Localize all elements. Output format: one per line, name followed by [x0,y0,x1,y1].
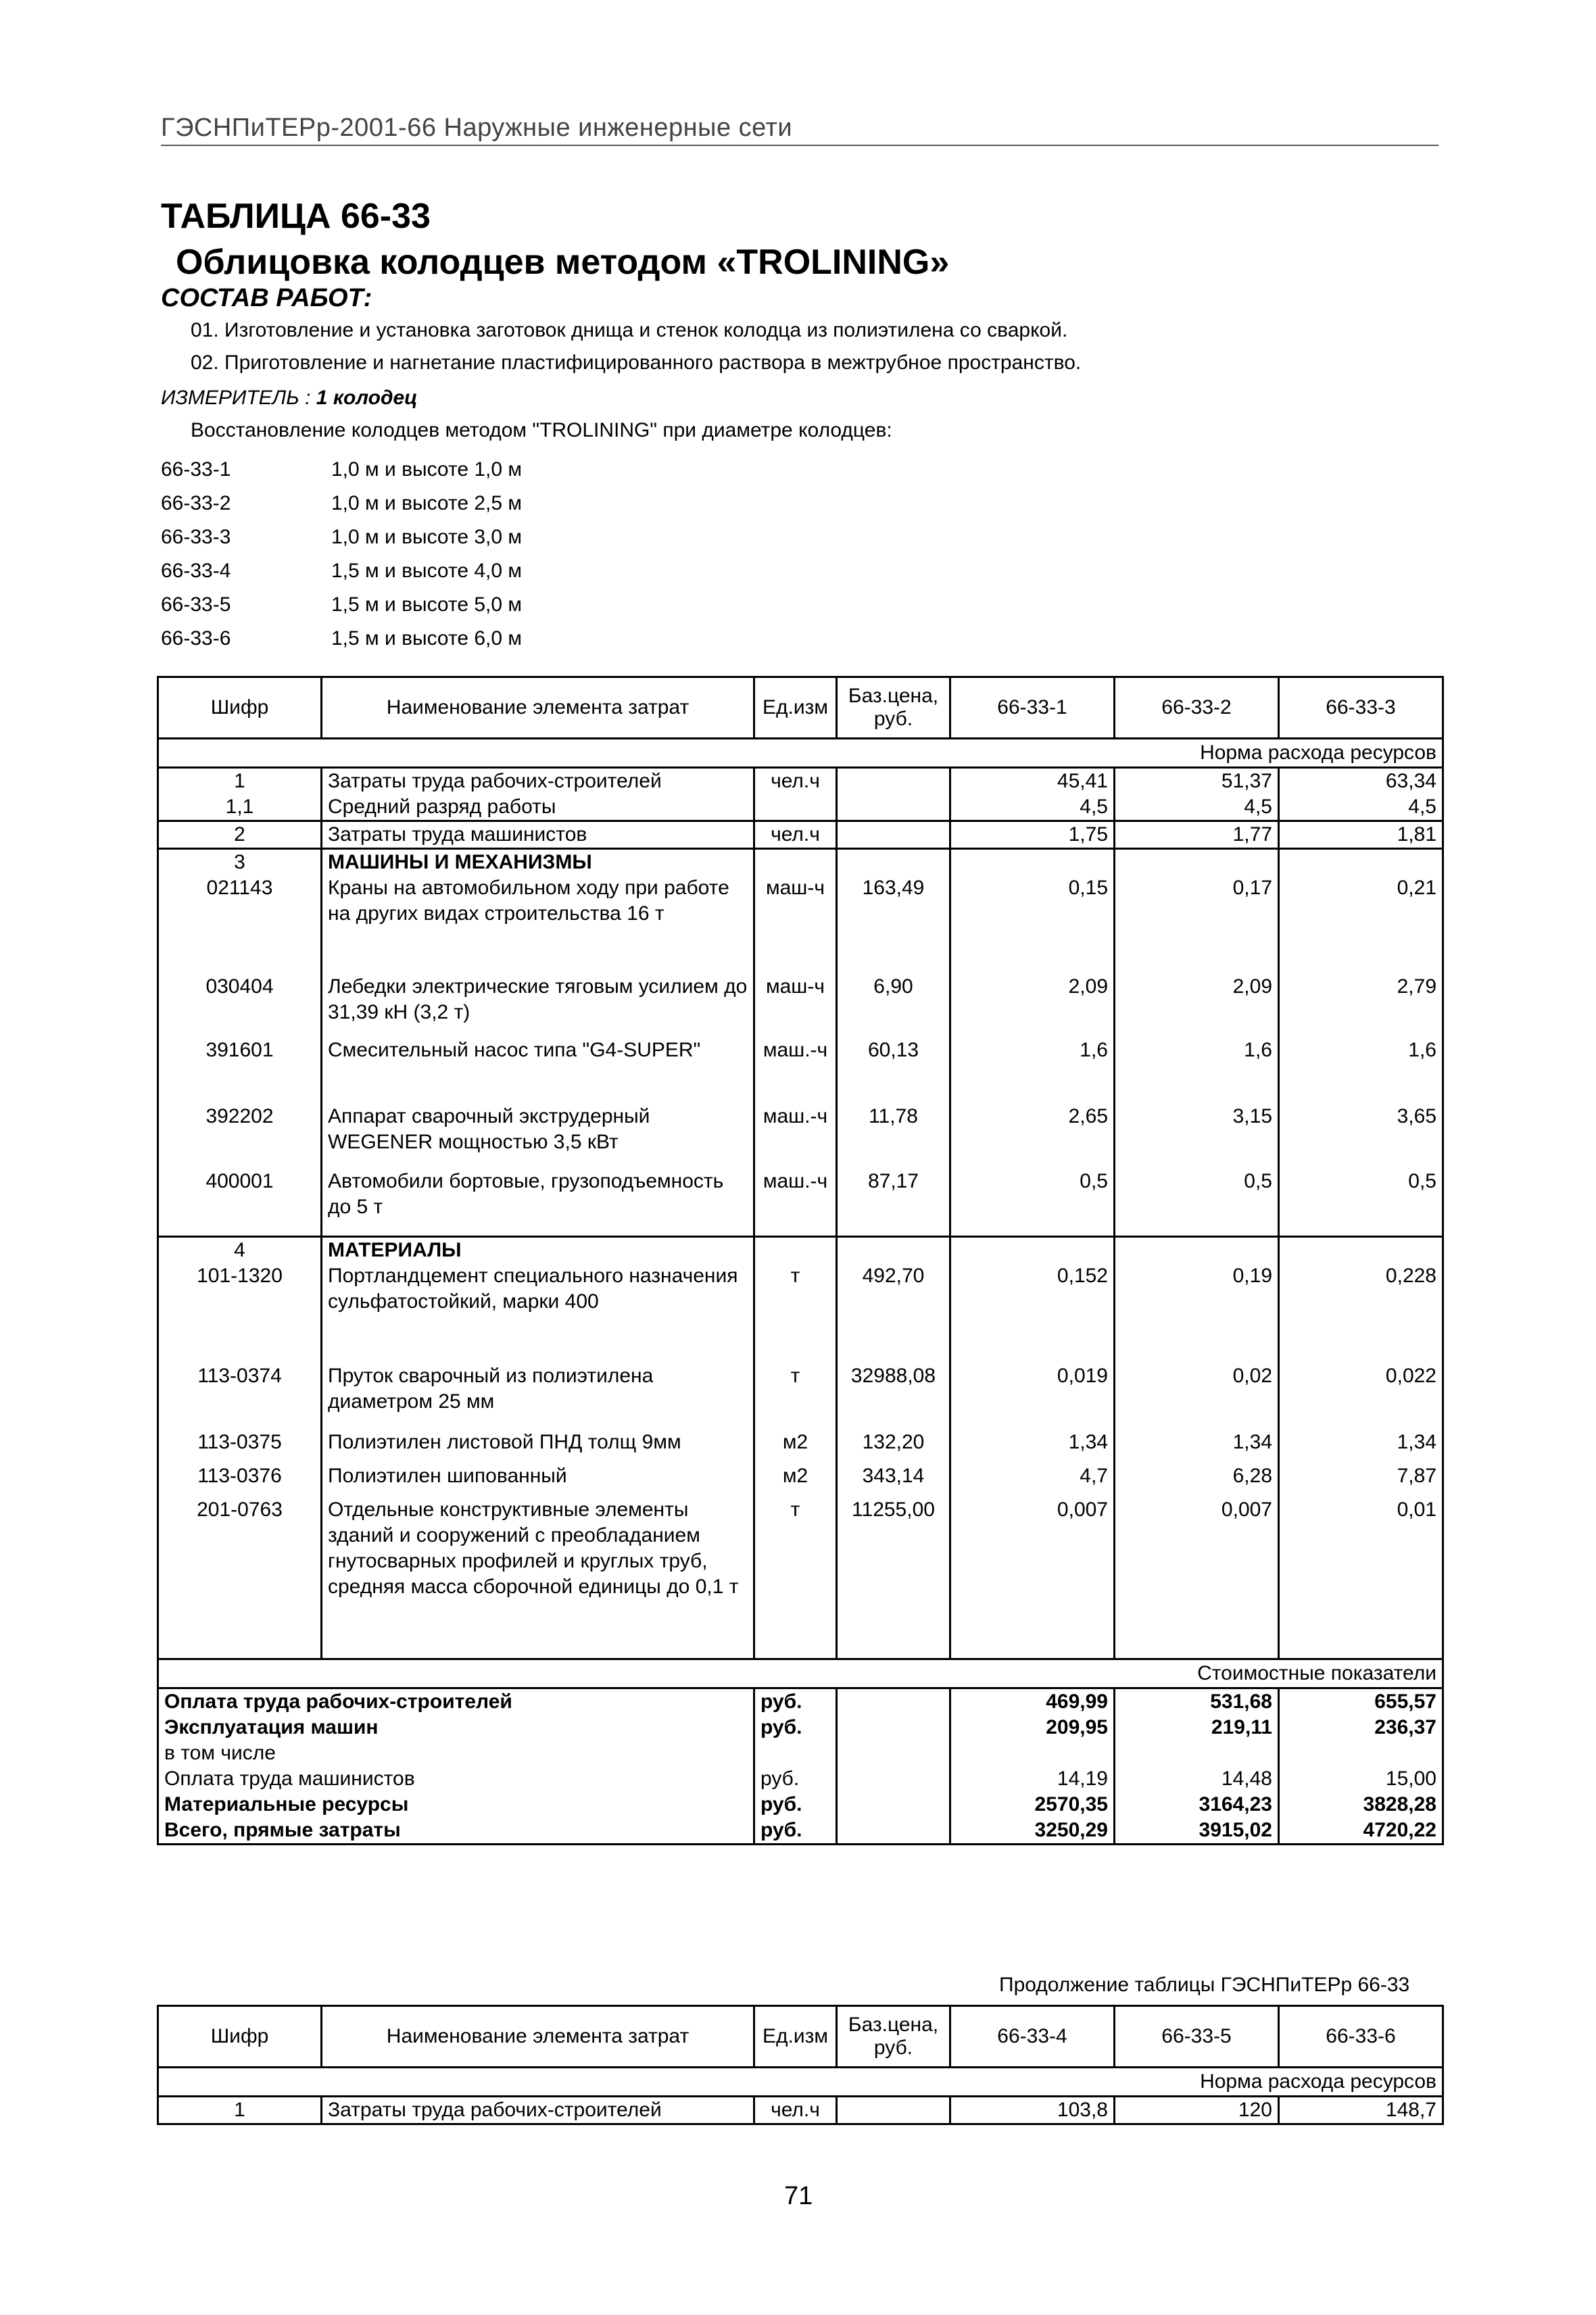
table-row [158,1463,1443,1497]
cost-v3: 236,37 [1279,1715,1443,1740]
code: 66-33-3 [161,526,231,548]
cell-v2: 120 [1115,2097,1279,2124]
cost-unit [754,1740,837,1766]
cell-name: Лебедки электрические тяговым усилием до 31,39 кН (3,2 т) [322,974,754,1038]
cell-v1: 2,09 [950,974,1115,1038]
cell-price [837,2097,950,2124]
cost-v2: 531,68 [1115,1688,1279,1715]
col-c2: 66-33-2 [1115,677,1279,739]
table-row [158,1038,1443,1104]
table-row [158,821,1443,849]
cost-v1: 469,99 [950,1688,1115,1715]
cell-v2: 6,28 [1115,1463,1279,1497]
cost-v2: 3164,23 [1115,1792,1279,1818]
cell-v1: 0,019 [950,1363,1115,1430]
table-row [158,875,1443,974]
cell-v3: 0,01 [1279,1497,1443,1659]
col-c1: 66-33-1 [950,677,1115,739]
codes-list [161,453,522,656]
cell-price: 60,13 [837,1038,950,1104]
cell-v1: 0,5 [950,1169,1115,1236]
cell-v3: 0,5 [1279,1169,1443,1236]
cost-row [158,1818,1443,1845]
resource-table [157,676,1444,1845]
table-title: Облицовка колодцев методом «TROLINING» [176,243,950,282]
cell-v2: 1,34 [1115,1430,1279,1463]
cost-v1 [950,1740,1115,1766]
cell-shifr: 2 [158,821,322,849]
cell-v1: 1,34 [950,1430,1115,1463]
cell-v3: 4,5 [1279,794,1443,821]
col-price: Баз.цена, руб. [837,677,950,739]
cost-row [158,1715,1443,1740]
cost-name: Оплата труда машинистов [158,1766,754,1792]
cell-shifr: 1 [158,2097,322,2124]
cell-v3: 0,21 [1279,875,1443,974]
code: 66-33-2 [161,492,231,514]
cell-shifr: 400001 [158,1169,322,1236]
section-row [158,849,1443,876]
col-c1: 66-33-4 [950,2006,1115,2068]
table-row [158,974,1443,1038]
cell-unit: т [754,1497,837,1659]
cost-unit: руб. [754,1688,837,1715]
code-row [161,588,522,622]
running-header: ГЭСНПиТЕРр-2001-66 Наружные инженерные сети [161,114,793,142]
cell-shifr: 3 [158,849,322,876]
cell-shifr: 201-0763 [158,1497,322,1659]
cost-name: Эксплуатация машин [158,1715,754,1740]
cost-v3: 15,00 [1279,1766,1443,1792]
cell-price [837,794,950,821]
cell-name: Полиэтилен листовой ПНД толщ 9мм [322,1430,754,1463]
col-shifr: Шифр [158,2006,322,2068]
meter [161,387,418,410]
cell-v1: 1,6 [950,1038,1115,1104]
composition-label: СОСТАВ РАБОТ: [161,284,372,312]
cost-v1: 2570,35 [950,1792,1115,1818]
cell-v1: 4,7 [950,1463,1115,1497]
section-row [158,1236,1443,1263]
work-item: 02. Приготовление и нагнетание пластифицированного раствора в межтрубное пространство. [191,351,1082,374]
cell-v1: 45,41 [950,768,1115,795]
table-row [158,1430,1443,1463]
col-name: Наименование элемента затрат [322,2006,754,2068]
codes-intro: Восстановление колодцев методом "TROLINING" при диаметре колодцев: [191,419,892,441]
code: 66-33-6 [161,627,231,650]
table-row [158,794,1443,821]
cell-unit [754,794,837,821]
cell-v3: 0,228 [1279,1263,1443,1363]
cost-row [158,1766,1443,1792]
page-number: 71 [784,2182,813,2210]
code: 66-33-5 [161,593,231,616]
cost-row [158,1688,1443,1715]
cell-shifr: 392202 [158,1104,322,1169]
cell-shifr: 113-0374 [158,1363,322,1430]
cell-name: Портландцемент специального назначения сульфатостойкий, марки 400 [322,1263,754,1363]
cell-v1: 103,8 [950,2097,1115,2124]
cost-name: Всего, прямые затраты [158,1818,754,1845]
cell-shifr: 4 [158,1236,322,1263]
code-desc: 1,0 м и высоте 3,0 м [331,526,523,548]
cell-v2: 0,19 [1115,1263,1279,1363]
cost-v1: 3250,29 [950,1818,1115,1845]
cell-v2: 4,5 [1115,794,1279,821]
cost-v2 [1115,1740,1279,1766]
table-row [158,1169,1443,1236]
meter-label: ИЗМЕРИТЕЛЬ : [161,387,311,409]
section-title: МАШИНЫ И МЕХАНИЗМЫ [322,849,754,876]
code-row [161,453,522,487]
cell-v2: 3,15 [1115,1104,1279,1169]
cell-name: Пруток сварочный из полиэтилена диаметром 25 мм [322,1363,754,1430]
cell-name: Аппарат сварочный экструдерный WEGENER мощностью 3,5 кВт [322,1104,754,1169]
cell-unit: м2 [754,1430,837,1463]
code: 66-33-4 [161,560,231,582]
table-header [158,2006,1443,2068]
cell-v1: 1,75 [950,821,1115,849]
cell-name: Затраты труда рабочих-строителей [322,768,754,795]
cost-label: Стоимостные показатели [158,1659,1443,1688]
continuation-label: Продолжение таблицы ГЭСНПиТЕРр 66-33 [999,1974,1410,1996]
cell-shifr: 101-1320 [158,1263,322,1363]
cost-name: в том числе [158,1740,754,1766]
table-row [158,2097,1443,2124]
cell-unit: чел.ч [754,768,837,795]
cell-price: 11,78 [837,1104,950,1169]
cell-unit: маш-ч [754,875,837,974]
cell-name: Автомобили бортовые, грузоподъемность до 5 т [322,1169,754,1236]
norm-row [158,2068,1443,2097]
cost-v2: 14,48 [1115,1766,1279,1792]
cost-v3 [1279,1740,1443,1766]
cell-shifr: 113-0375 [158,1430,322,1463]
code-row [161,554,522,588]
col-c3: 66-33-6 [1279,2006,1443,2068]
cell-v3: 148,7 [1279,2097,1443,2124]
code-desc: 1,5 м и высоте 6,0 м [331,627,523,650]
norm-label: Норма расхода ресурсов [158,739,1443,768]
work-item: 01. Изготовление и установка заготовок днища и стенок колодца из полиэтилена со сваркой. [191,319,1068,341]
cell-unit: т [754,1363,837,1430]
cell-price: 163,49 [837,875,950,974]
cell-shifr: 113-0376 [158,1463,322,1497]
table-row [158,1104,1443,1169]
cost-v3: 3828,28 [1279,1792,1443,1818]
cell-shifr: 391601 [158,1038,322,1104]
cell-unit: т [754,1263,837,1363]
cell-shifr: 1,1 [158,794,322,821]
cell-price: 87,17 [837,1169,950,1236]
cell-shifr: 030404 [158,974,322,1038]
cell-price: 132,20 [837,1430,950,1463]
cell-price: 11255,00 [837,1497,950,1659]
code-desc: 1,0 м и высоте 1,0 м [331,458,523,481]
col-unit: Ед.изм [754,677,837,739]
cell-unit: маш.-ч [754,1038,837,1104]
cost-label-row [158,1659,1443,1688]
cell-v1: 0,15 [950,875,1115,974]
cell-name: Краны на автомобильном ходу при работе на других видах строительства 16 т [322,875,754,974]
cell-v3: 1,6 [1279,1038,1443,1104]
cell-unit: маш.-ч [754,1169,837,1236]
cell-v1: 2,65 [950,1104,1115,1169]
cell-v2: 0,17 [1115,875,1279,974]
cell-name: Затраты труда рабочих-строителей [322,2097,754,2124]
cell-v3: 1,81 [1279,821,1443,849]
table-number: ТАБЛИЦА 66-33 [161,197,431,236]
code-desc: 1,5 м и высоте 4,0 м [331,560,523,582]
cost-unit: руб. [754,1715,837,1740]
cell-v1: 4,5 [950,794,1115,821]
cell-v3: 0,022 [1279,1363,1443,1430]
cost-name: Оплата труда рабочих-строителей [158,1688,754,1715]
col-c2: 66-33-5 [1115,2006,1279,2068]
cost-v1: 14,19 [950,1766,1115,1792]
code-row [161,622,522,656]
col-shifr: Шифр [158,677,322,739]
cell-price: 492,70 [837,1263,950,1363]
cell-unit: м2 [754,1463,837,1497]
cost-unit: руб. [754,1766,837,1792]
cell-v2: 2,09 [1115,974,1279,1038]
cost-v3: 655,57 [1279,1688,1443,1715]
cell-price [837,821,950,849]
cell-v3: 63,34 [1279,768,1443,795]
code-desc: 1,5 м и высоте 5,0 м [331,593,523,616]
cost-row [158,1792,1443,1818]
cost-v3: 4720,22 [1279,1818,1443,1845]
table-row [158,768,1443,795]
cell-v3: 2,79 [1279,974,1443,1038]
cell-v2: 0,02 [1115,1363,1279,1430]
table-row [158,1263,1443,1363]
cell-v2: 0,007 [1115,1497,1279,1659]
cell-price: 343,14 [837,1463,950,1497]
cell-shifr: 021143 [158,875,322,974]
cost-v2: 219,11 [1115,1715,1279,1740]
col-unit: Ед.изм [754,2006,837,2068]
section-title: МАТЕРИАЛЫ [322,1236,754,1263]
col-c3: 66-33-3 [1279,677,1443,739]
cell-name: Средний разряд работы [322,794,754,821]
table-header [158,677,1443,739]
cell-name: Смесительный насос типа "G4-SUPER" [322,1038,754,1104]
cell-v2: 0,5 [1115,1169,1279,1236]
cell-v3: 1,34 [1279,1430,1443,1463]
cell-unit: маш.-ч [754,1104,837,1169]
cell-name: Полиэтилен шипованный [322,1463,754,1497]
cell-v1: 0,007 [950,1497,1115,1659]
cell-v2: 51,37 [1115,768,1279,795]
cost-row [158,1740,1443,1766]
table-row [158,1363,1443,1430]
col-name: Наименование элемента затрат [322,677,754,739]
cost-v1: 209,95 [950,1715,1115,1740]
cost-unit: руб. [754,1792,837,1818]
code-row [161,520,522,554]
cell-unit: чел.ч [754,821,837,849]
cost-unit: руб. [754,1818,837,1845]
cell-v2: 1,6 [1115,1038,1279,1104]
norm-row [158,739,1443,768]
cell-name: Отдельные конструктивные элементы зданий и сооружений с преобладанием гнутосварных профилей и круглых труб, средняя масса сборочной единицы до 0,1 т [322,1497,754,1659]
cell-shifr: 1 [158,768,322,795]
cell-price [837,768,950,795]
cell-unit: чел.ч [754,2097,837,2124]
cell-v2: 1,77 [1115,821,1279,849]
code-row [161,487,522,520]
col-price: Баз.цена, руб. [837,2006,950,2068]
code-desc: 1,0 м и высоте 2,5 м [331,492,523,514]
cell-price: 6,90 [837,974,950,1038]
cell-price: 32988,08 [837,1363,950,1430]
cell-name: Затраты труда машинистов [322,821,754,849]
cell-v1: 0,152 [950,1263,1115,1363]
norm-label: Норма расхода ресурсов [158,2068,1443,2097]
header-rule [161,145,1438,146]
cell-v3: 7,87 [1279,1463,1443,1497]
cost-name: Материальные ресурсы [158,1792,754,1818]
code: 66-33-1 [161,458,231,481]
table-row [158,1497,1443,1659]
resource-table-continued [157,2005,1444,2125]
cell-unit: маш-ч [754,974,837,1038]
cost-v2: 3915,02 [1115,1818,1279,1845]
meter-value: 1 колодец [316,387,418,409]
cell-v3: 3,65 [1279,1104,1443,1169]
